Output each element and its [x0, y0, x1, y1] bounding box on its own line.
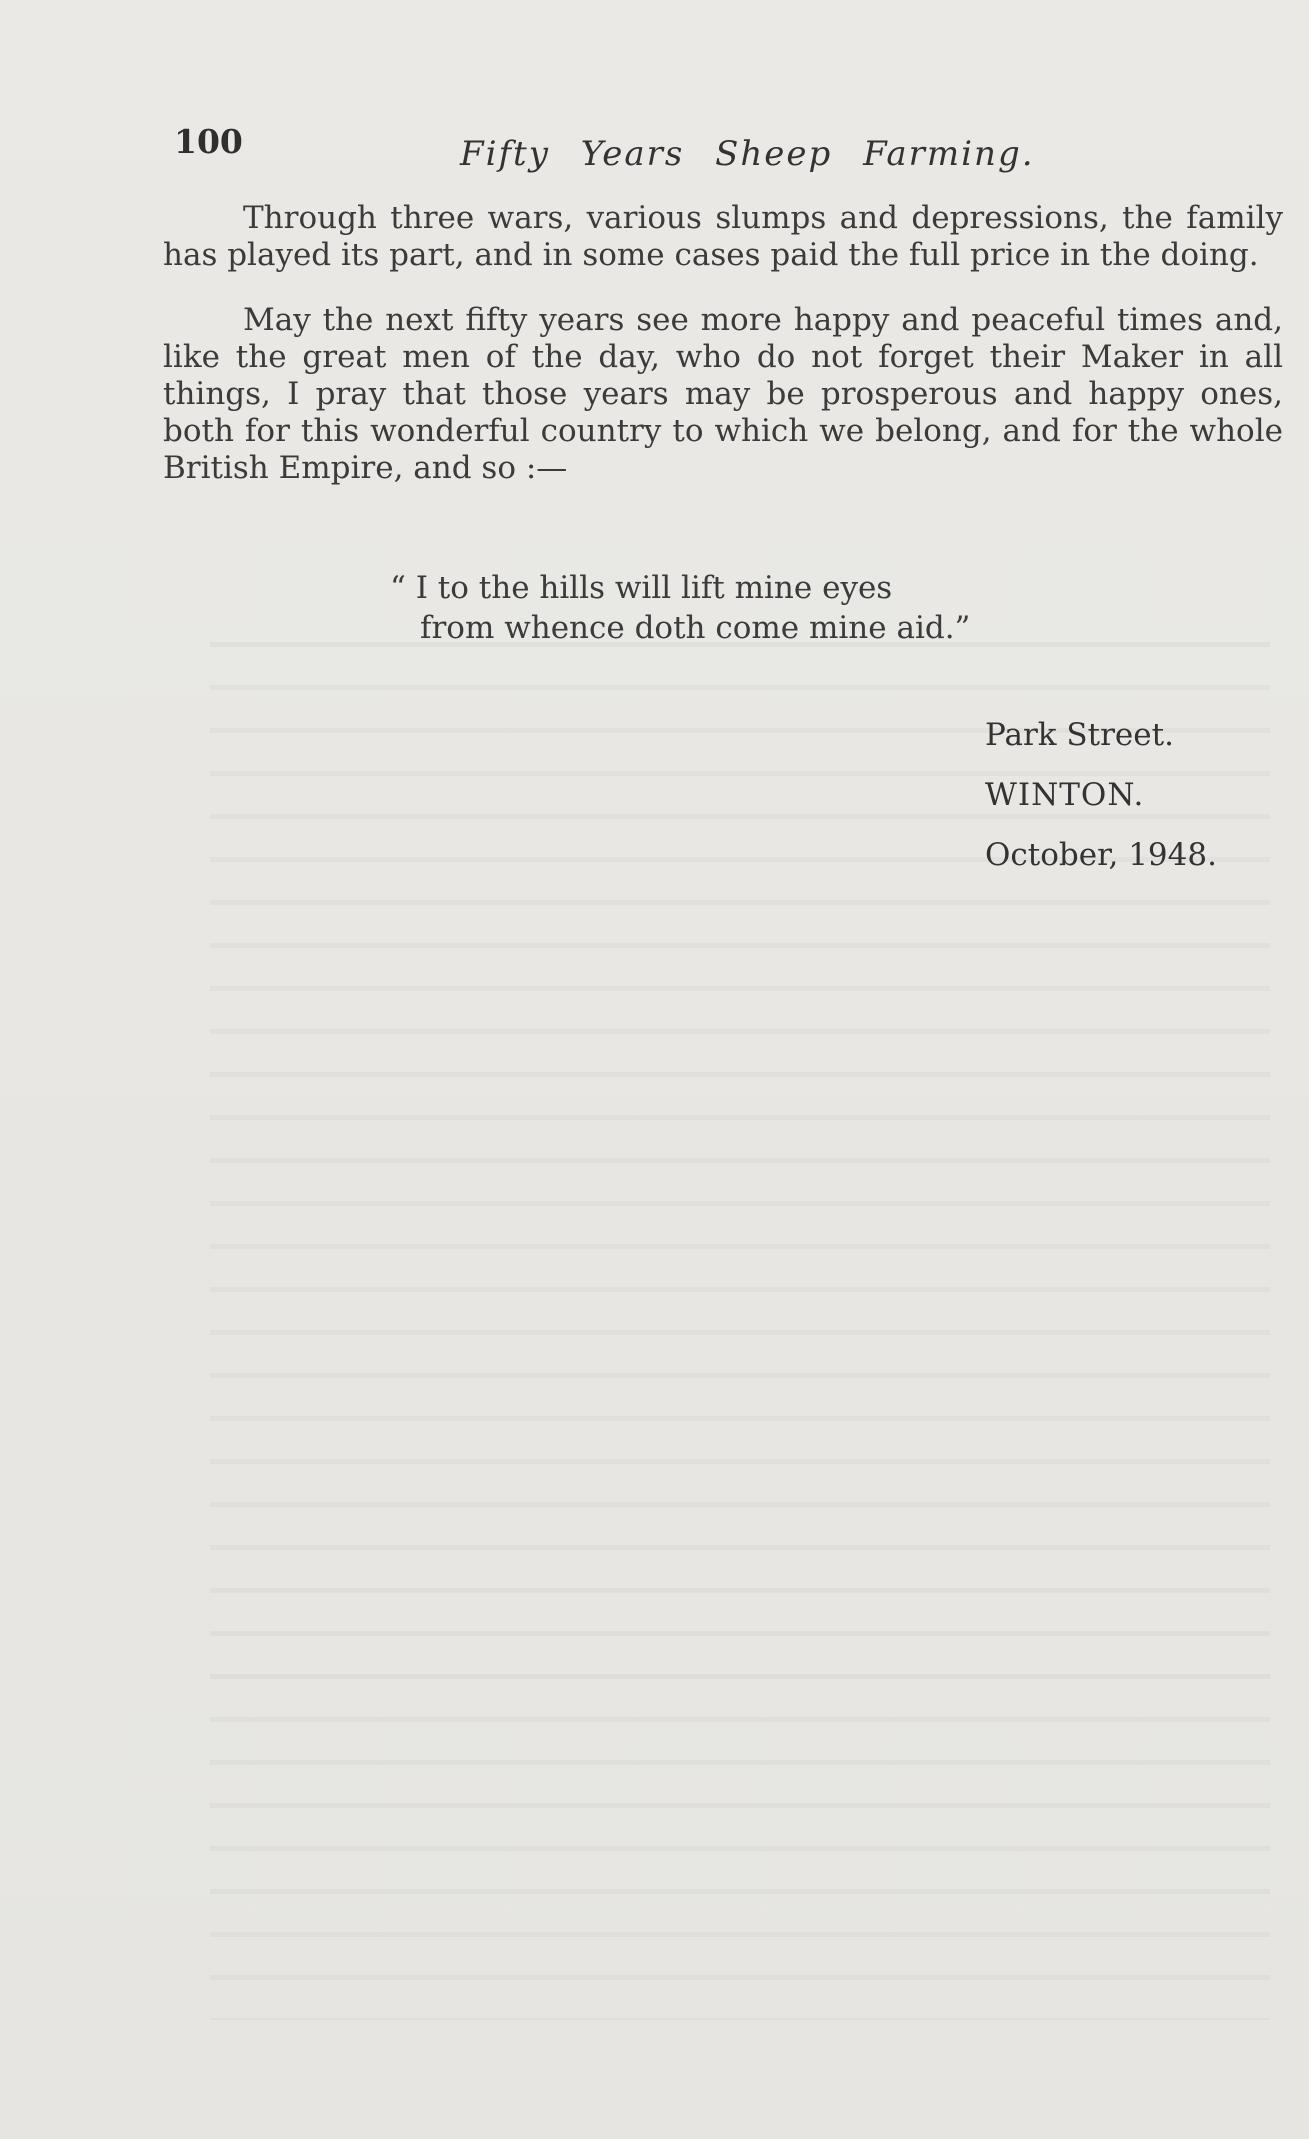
signoff	[985, 705, 1217, 885]
verse-quote	[390, 568, 970, 648]
paragraph: Through three wars, various slumps and depressions, the family has played its part, and in some cases paid the full price in the doing.	[163, 200, 1283, 273]
signoff-date: October, 1948.	[985, 837, 1217, 873]
signoff-town: WINTON.	[985, 777, 1145, 813]
body-text	[163, 200, 1283, 515]
running-head: Fifty Years Sheep Farming.	[460, 134, 1035, 174]
page-number: 100	[174, 122, 243, 161]
page-header	[170, 118, 1280, 178]
paragraph: May the next fifty years see more happy and peaceful times and, like the great men of the day, who do not forget their Maker in all things, I pray that those years may be prosperous and happy ones, both for this wonderful country to which we belong, and for the whole British Empire, and so :—	[163, 302, 1283, 486]
signoff-street: Park Street.	[985, 717, 1174, 753]
verse-line: from whence doth come mine aid.”	[420, 610, 971, 646]
verse-line: “ I to the hills will lift mine eyes	[390, 570, 893, 606]
